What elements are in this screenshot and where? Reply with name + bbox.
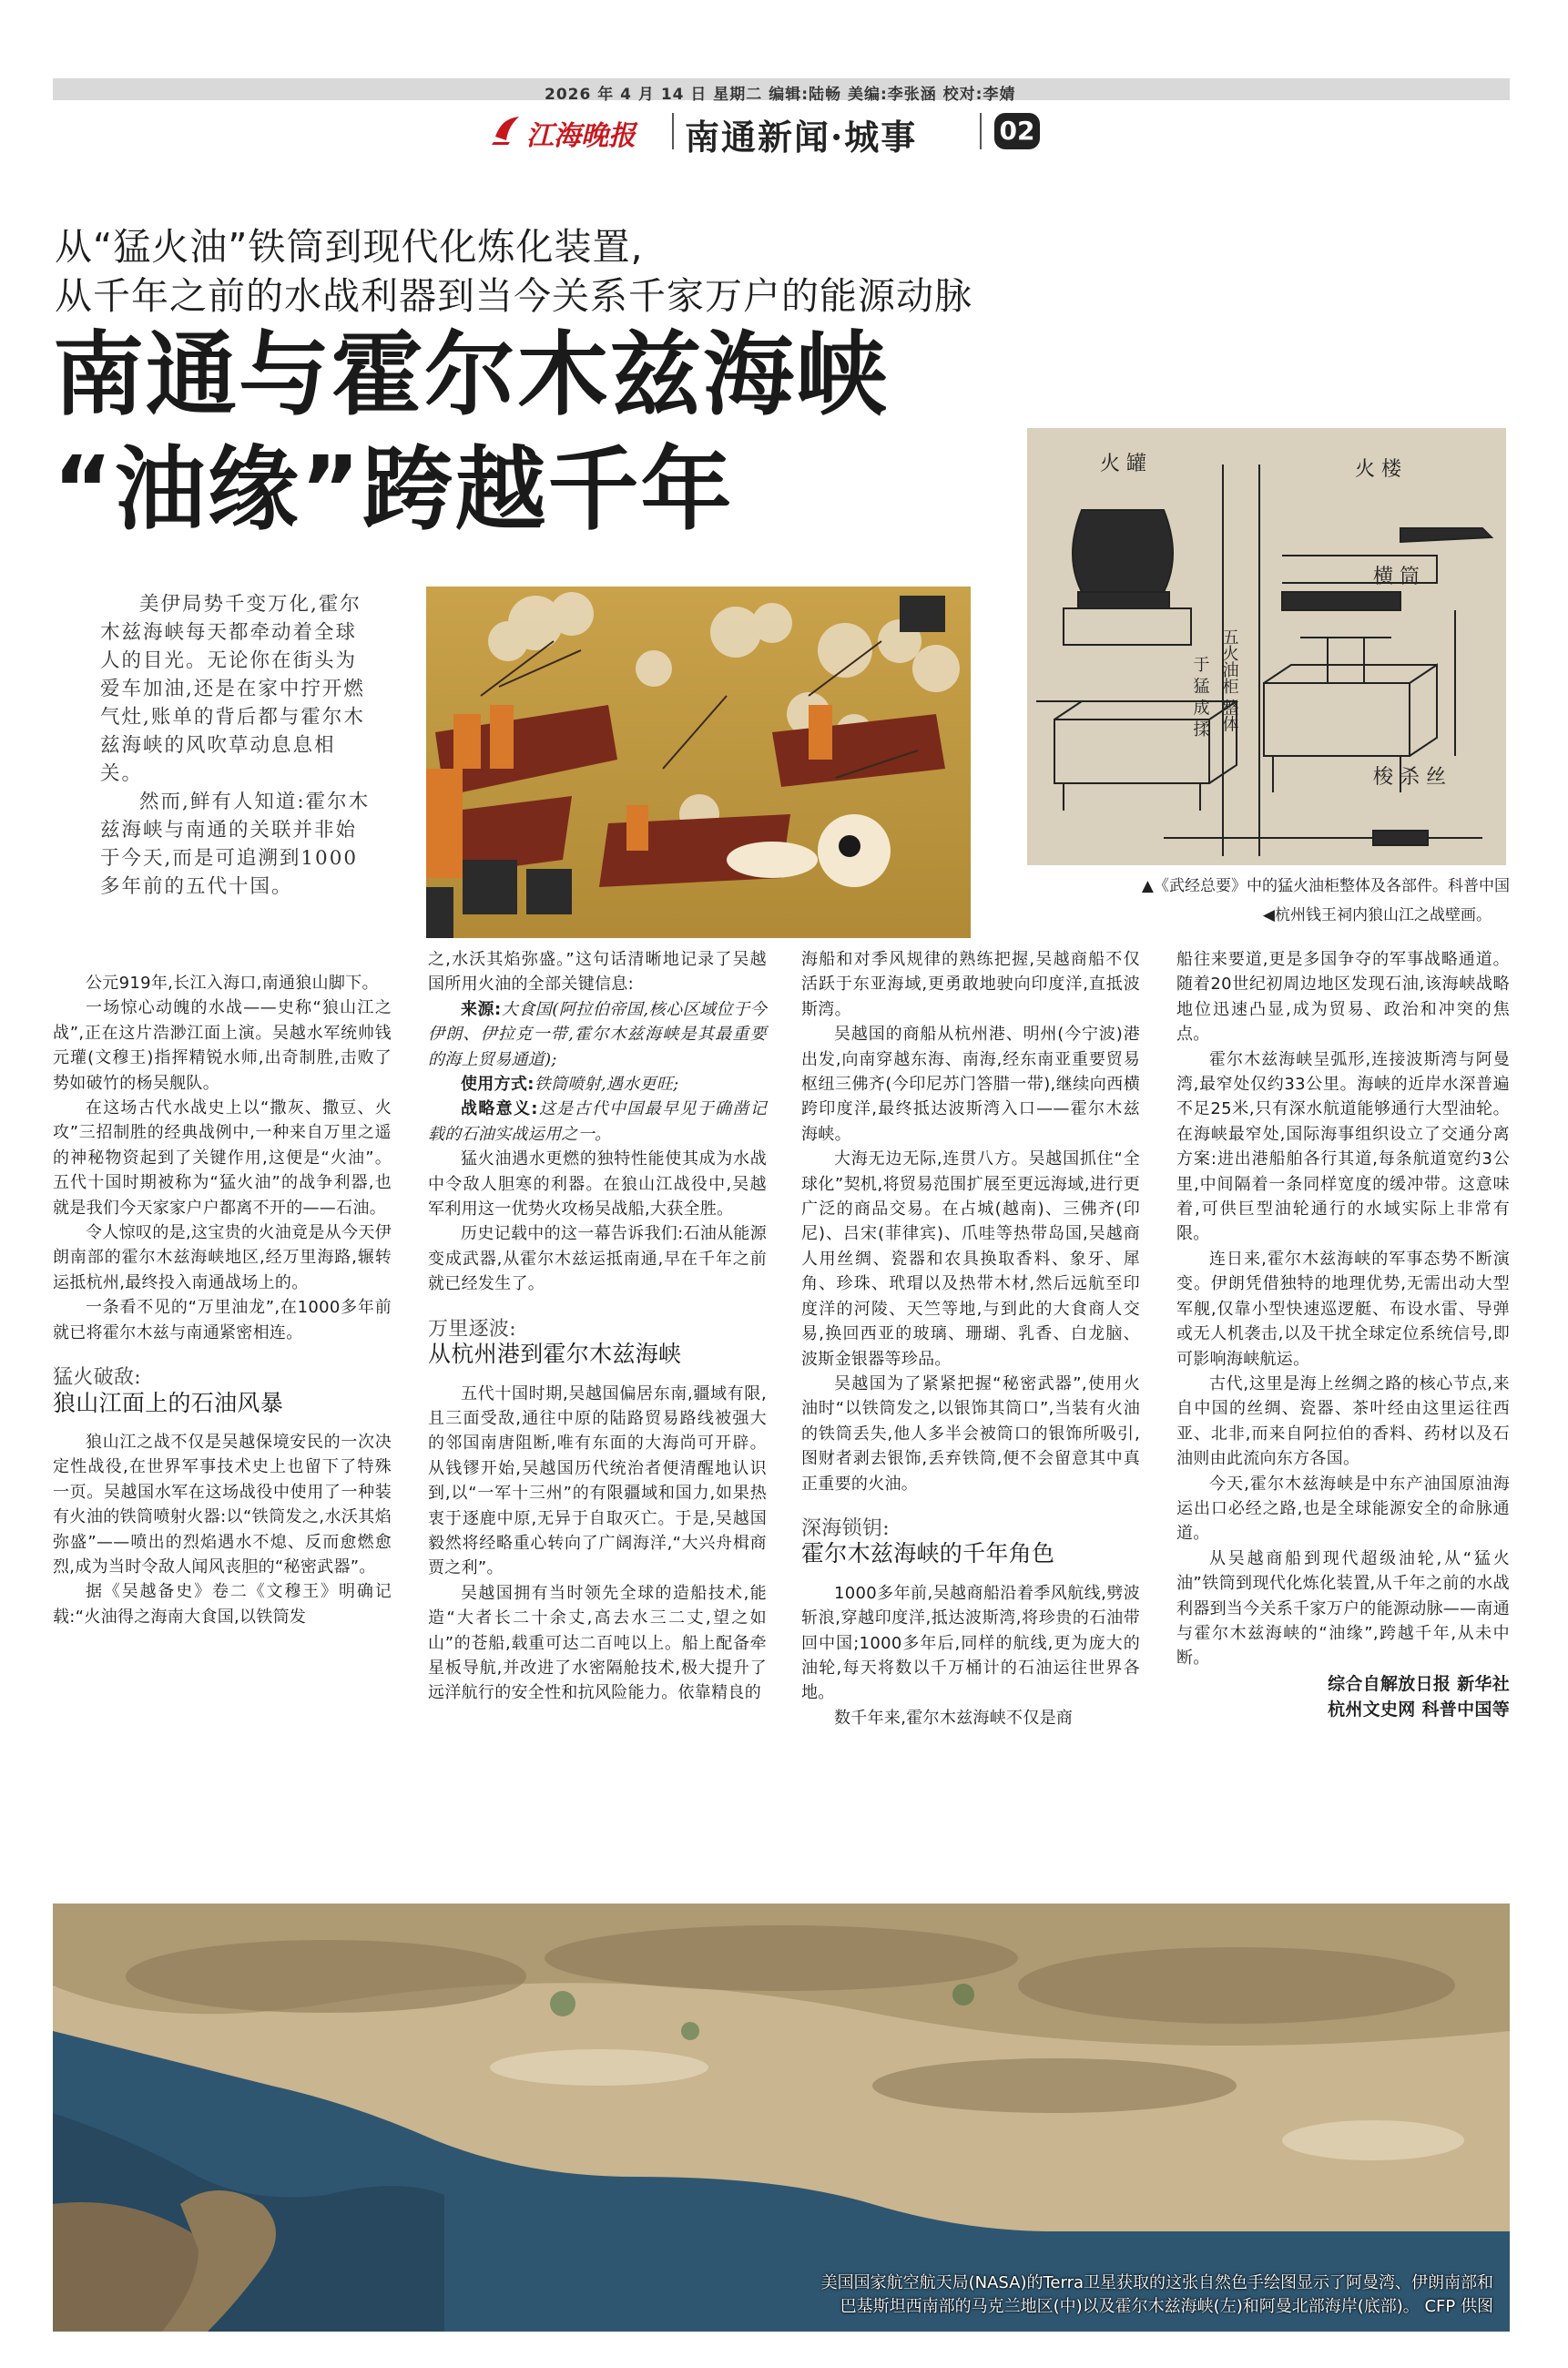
body-paragraph: 之,水沃其焰弥盛。”这句话清晰地记录了吴越国所用火油的全部关键信息: <box>428 950 767 995</box>
body-paragraph: 一场惊心动魄的水战——史称“狼山江之战”,正在这片浩渺江面上演。吴越水军统帅钱元瓘(文穆王)指挥精锐水师,出奇制胜,击败了势如破竹的杨吴舰队。 <box>53 998 392 1093</box>
intro-text <box>100 590 373 901</box>
newspaper-logo-text: 江海晚报 <box>526 120 636 152</box>
masthead-divider <box>672 113 674 149</box>
body-paragraph: 狼山江之战不仅是吴越保境安民的一次决定性战役,在世界军事技术史上也留下了特殊一页。吴越国水军在这场战役中使用了一种装有火油的铁筒喷射火器:以“铁筒发之,水沃其焰弥盛”——喷出的烈焰遇水不熄、反而愈燃愈烈,成为当时令敌人闻风丧胆的“秘密武器”。 <box>53 1432 392 1577</box>
article-sources <box>1176 1671 1510 1722</box>
section-tag: 猛火破敌: <box>53 1366 141 1390</box>
record-value: 大食国(阿拉伯帝国,核心区域位于今伊朗、伊拉克一带,霍尔木兹海峡是其最重要的海上贸易通道); <box>428 999 767 1069</box>
body-paragraph: 海船和对季风规律的熟练把握,吴越商船不仅活跃于东亚海域,更勇敢地驶向印度洋,直抵波斯湾。 <box>801 950 1140 1019</box>
body-paragraph: 大海无边无际,连贯八方。吴越国抓住“全球化”契机,将贸易范围扩展至更远海域,进行更广泛的商品交易。在占城(越南)、三佛齐(印尼)、吕宋(菲律宾)、爪哇等热带岛国,吴越商人用丝绸、瓷器和农具换取香料、象牙、犀角、珍珠、玳瑁以及热带木材,然后远航至印度洋的河陵、天竺等地,与到此的大食商人交易,换回西亚的玻璃、珊瑚、乳香、白龙脑、波斯金银器等珍品。 <box>801 1149 1140 1369</box>
article-column-4 <box>1176 947 1510 1722</box>
diagram-caption: ▲《武经总要》中的猛火油柜整体及各部件。科普中国 <box>1141 877 1510 895</box>
body-paragraph: 历史记载中的这一幕告诉我们:石油从能源变成武器,从霍尔木兹运抵南通,早在千年之前就已经发生了。 <box>428 1224 767 1294</box>
record-item <box>428 1072 767 1097</box>
article-column-1 <box>53 971 392 1629</box>
date-editor-text: 2026 年 4 月 14 日 星期二 编辑:陆畅 美编:李张涵 校对:李婧 <box>545 86 1016 104</box>
battle-mural-image <box>426 587 971 938</box>
body-paragraph: 吴越国为了紧紧把握“秘密武器”,使用火油时“以铁筒发之,以银饰其筒口”,当装有火油的铁筒丢失,他人多半会被筒口的银饰所吸引,图财者剥去银饰,丢弃铁筒,便不会留意其中真正重要的火油。 <box>801 1373 1140 1494</box>
mural-caption: ◀杭州钱王祠内狼山江之战壁画。 <box>1262 906 1492 924</box>
body-paragraph: 吴越国的商船从杭州港、明州(今宁波)港出发,向南穿越东海、南海,经东南亚重要贸易枢纽三佛齐(今印尼苏门答腊一带),继续向西横跨印度洋,最终抵达波斯湾入口——霍尔木兹海峡。 <box>801 1025 1140 1144</box>
satellite-map-illustration <box>53 1904 1510 2332</box>
section-title: 从杭州港到霍尔木兹海峡 <box>428 1341 682 1368</box>
body-paragraph: 吴越国拥有当时领先全球的造船技术,能造“大者长二十余丈,高去水三二丈,望之如山”的苍船,载重可达二百吨以上。船上配备牵星板导航,并改进了水密隔舱技术,极大提升了远洋航行的安全性和抗风险能力。依靠精良的 <box>428 1583 767 1703</box>
body-paragraph: 连日来,霍尔木兹海峡的军事态势不断演变。伊朗凭借独特的地理优势,无需出动大型军舰,仅靠小型快速巡逻艇、布设水雷、导弹或无人机袭击,以及干扰全球定位系统信号,即可影响海峡航运。 <box>1176 1249 1510 1369</box>
headline-line-2: “油缘”跨越千年 <box>53 436 734 543</box>
record-key: 战略意义: <box>461 1099 538 1119</box>
record-item <box>428 1097 767 1147</box>
body-paragraph: 一条看不见的“万里油龙”,在1000多年前就已将霍尔木兹与南通紧密相连。 <box>53 1298 392 1342</box>
subhead-line-2: 从千年之前的水战利器到当今关系千家万户的能源动脉 <box>55 274 972 318</box>
body-paragraph: 数千年来,霍尔木兹海峡不仅是商 <box>834 1708 1074 1728</box>
satellite-caption <box>637 2271 1493 2319</box>
diagram-vertical-label: 于 猛 成 揉 <box>1190 656 1210 738</box>
record-key: 使用方式: <box>461 1075 535 1095</box>
masthead-divider <box>980 113 982 149</box>
record-key: 来源: <box>461 999 502 1019</box>
intro-paragraph: 美伊局势千变万化,霍尔木兹海峡每天都牵动着全球人的目光。无论你在街头为爱车加油,还是在家中拧开燃气灶,账单的背后都与霍尔木兹海峡的风吹草动息息相关。 <box>100 593 365 785</box>
satellite-caption-line: 美国国家航空航天局(NASA)的Terra卫星获取的这张自然色手绘图显示了阿曼湾、伊朗南部和 <box>820 2273 1493 2292</box>
article-column-2 <box>428 947 767 1706</box>
headline-line-1: 南通与霍尔木兹海峡 <box>53 322 889 428</box>
section-tag: 万里逐波: <box>428 1317 516 1341</box>
newspaper-logo-icon <box>492 113 523 146</box>
body-paragraph: 五代十国时期,吴越国偏居东南,疆域有限,且三面受敌,通往中原的陆路贸易路线被强大的邻国南唐阻断,唯有东面的大海尚可开辟。从钱镠开始,吴越国历代统治者便清醒地认识到,以“一军十三州”的有限疆域和国力,如果热衷于逐鹿中原,无异于自取灭亡。于是,吴越国毅然将经略重心转向了广阔海洋,“大兴舟楫商贾之利”。 <box>428 1383 767 1578</box>
section-tag: 深海锁钥: <box>801 1516 890 1540</box>
body-paragraph: 猛火油遇水更燃的独特性能使其成为水战中令敌人胆寒的利器。在狼山江战役中,吴越军利用这一优势火攻杨吴战船,大获全胜。 <box>428 1149 767 1220</box>
body-paragraph: 公元919年,长江入海口,南通狼山脚下。 <box>86 974 379 993</box>
body-paragraph: 在这场古代水战史上以“撒灰、撒豆、火攻”三招制胜的经典战例中,一种来自万里之遥的神秘物资起到了关键作用,这便是“火油”。五代十国时期被称为“猛火油”的战争利器,也就是我们今天家家户户都离不开的——石油。 <box>53 1098 392 1218</box>
article-column-3 <box>801 947 1140 1730</box>
body-paragraph: 令人惊叹的是,这宝贵的火油竟是从今天伊朗南部的霍尔木兹海峡地区,经万里海路,辗转运抵杭州,最终投入南通战场上的。 <box>53 1223 392 1292</box>
body-paragraph: 今天,霍尔木兹海峡是中东产油国原油海运出口必经之路,也是全球能源安全的命脉通道。 <box>1176 1474 1510 1544</box>
mural-illustration <box>426 587 971 938</box>
section-title: 南通新闻·城事 <box>685 117 918 158</box>
diagram-label-tube: 横 筒 <box>1373 566 1420 588</box>
diagram-label-tower: 火 楼 <box>1355 458 1401 481</box>
record-value: 铁筒喷射,遇水更旺; <box>534 1075 679 1095</box>
subhead-line-1: 从“猛火油”铁筒到现代化炼化装置, <box>55 225 644 269</box>
diagram-label-pole: 梭 杀 丝 <box>1373 766 1446 789</box>
body-paragraph: 船往来要道,更是多国争夺的军事战略通道。随着20世纪初周边地区发现石油,该海峡战略地位迅速凸显,成为贸易、政治和冲突的焦点。 <box>1176 950 1510 1045</box>
body-paragraph: 霍尔木兹海峡呈弧形,连接波斯湾与阿曼湾,最窄处仅约33公里。海峡的近岸水深普遍不足25米,只有深水航道能够通行大型油轮。在海峡最窄处,国际海事组织设立了交通分离方案:进出港船舶各行其道,每条航道宽约3公里,中间隔着一条同样宽度的缓冲带。这意味着,可供巨型油轮通行的水域实际上非常有限。 <box>1176 1049 1510 1244</box>
date-editor-bar <box>53 78 1510 104</box>
sources-line: 杭州文史网 科普中国等 <box>1328 1699 1510 1720</box>
diagram-label-jar: 火 罐 <box>1100 453 1146 475</box>
record-item <box>428 997 767 1072</box>
body-paragraph: 1000多年前,吴越商船沿着季风航线,劈波斩浪,穿越印度洋,抵达波斯湾,将珍贵的石油带回中国;1000多年后,同样的航线,更为庞大的油轮,每天将数以千万桶计的石油运往世界各地。 <box>801 1583 1140 1703</box>
diagram-vertical-label: 五火油柜 整体 <box>1219 628 1239 732</box>
section-title: 狼山江面上的石油风暴 <box>53 1389 284 1416</box>
section-title: 霍尔木兹海峡的千年角色 <box>801 1540 1055 1567</box>
body-paragraph: 据《吴越备史》卷二《文穆王》明确记载:“火油得之海南大食国,以铁筒发 <box>53 1582 392 1627</box>
oil-weapon-diagram-image <box>1027 428 1506 865</box>
sources-line: 综合自解放日报 新华社 <box>1328 1673 1510 1694</box>
satellite-caption-line: 巴基斯坦西南部的马克兰地区(中)以及霍尔木兹海峡(左)和阿曼北部海岸(底部)。 CFP 供图 <box>840 2297 1493 2316</box>
masthead <box>492 106 1129 157</box>
satellite-image <box>53 1904 1510 2332</box>
page-number-badge: 02 <box>994 113 1040 149</box>
intro-paragraph: 然而,鲜有人知道:霍尔木兹海峡与南通的关联并非始于今天,而是可追溯到1000多年前的五代十国。 <box>100 791 371 898</box>
record-value: 这是古代中国最早见于确凿记载的石油实战运用之一。 <box>428 1099 767 1144</box>
diagram-illustration <box>1027 428 1506 865</box>
body-paragraph: 从吴越商船到现代超级油轮,从“猛火油”铁筒到现代化炼化装置,从千年之前的水战利器到当今关系千家万户的能源动脉——南通与霍尔木兹海峡的“油缘”,跨越千年,从未中断。 <box>1176 1548 1510 1669</box>
body-paragraph: 古代,这里是海上丝绸之路的核心节点,来自中国的丝绸、瓷器、茶叶经由这里运往西亚、北非,而来自阿拉伯的香料、药材以及石油则由此流向东方各国。 <box>1176 1373 1510 1469</box>
